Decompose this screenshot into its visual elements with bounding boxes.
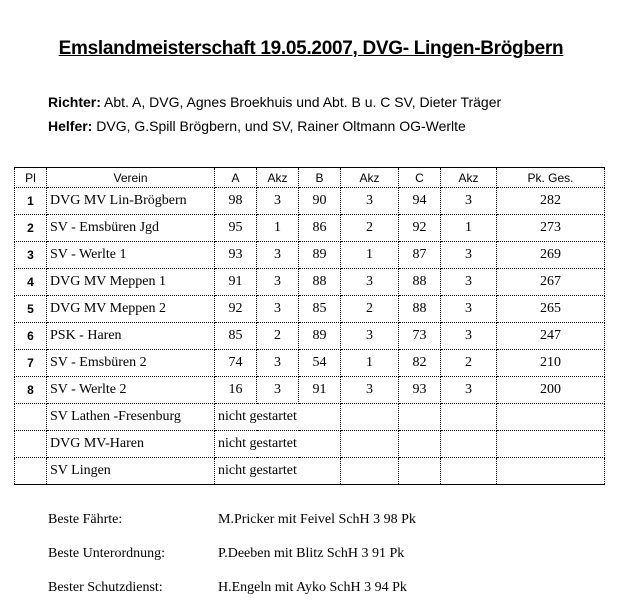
table-row — [15, 323, 605, 350]
cell-c: 82 — [399, 350, 441, 377]
cell-pl: 6 — [15, 323, 47, 350]
cell-akz-a: 3 — [257, 188, 299, 215]
cell-akz-b: 3 — [341, 188, 399, 215]
header-c: C — [399, 168, 441, 188]
cell-pl — [15, 458, 47, 485]
cell-akz-c — [441, 458, 497, 485]
cell-verein: DVG MV Meppen 1 — [47, 269, 215, 296]
cell-a: 91 — [215, 269, 257, 296]
cell-akz-c — [441, 431, 497, 458]
cell-akz-c: 3 — [441, 269, 497, 296]
cell-pl: 5 — [15, 296, 47, 323]
cell-total: 265 — [497, 296, 605, 323]
cell-pl: 3 — [15, 242, 47, 269]
cell-akz-b: 3 — [341, 269, 399, 296]
table-row-not-started — [15, 404, 605, 431]
cell-c: 88 — [399, 296, 441, 323]
cell-verein: SV - Werlte 1 — [47, 242, 215, 269]
table-row-not-started — [15, 431, 605, 458]
cell-note: nicht gestartet — [215, 458, 341, 485]
cell-b: 89 — [299, 242, 341, 269]
cell-akz-b: 2 — [341, 215, 399, 242]
cell-c: 88 — [399, 269, 441, 296]
cell-a: 85 — [215, 323, 257, 350]
cell-akz-c: 3 — [441, 296, 497, 323]
cell-verein: DVG MV Lin-Brögbern — [47, 188, 215, 215]
richter-label: Richter: — [48, 94, 101, 110]
header-akz-c: Akz — [441, 168, 497, 188]
cell-akz-b: 2 — [341, 296, 399, 323]
header-verein: Verein — [47, 168, 215, 188]
cell-pl: 8 — [15, 377, 47, 404]
table-row — [15, 242, 605, 269]
cell-total — [497, 458, 605, 485]
cell-total: 269 — [497, 242, 605, 269]
cell-total — [497, 404, 605, 431]
cell-verein: SV - Emsbüren Jgd — [47, 215, 215, 242]
best-obedience-label: Beste Unterordnung: — [48, 546, 166, 561]
cell-pl: 2 — [15, 215, 47, 242]
cell-total: 273 — [497, 215, 605, 242]
cell-total: 282 — [497, 188, 605, 215]
best-tracking-label: Beste Fährte: — [48, 512, 123, 527]
table-row-not-started — [15, 458, 605, 485]
cell-a: 92 — [215, 296, 257, 323]
cell-pl: 4 — [15, 269, 47, 296]
cell-a: 93 — [215, 242, 257, 269]
cell-verein: SV - Werlte 2 — [47, 377, 215, 404]
header-b: B — [299, 168, 341, 188]
cell-total — [497, 431, 605, 458]
cell-c — [399, 404, 441, 431]
cell-pl — [15, 431, 47, 458]
cell-akz-a: 3 — [257, 350, 299, 377]
cell-c: 94 — [399, 188, 441, 215]
cell-akz-a: 3 — [257, 269, 299, 296]
header-akz-a: Akz — [257, 168, 299, 188]
cell-c: 87 — [399, 242, 441, 269]
cell-note: nicht gestartet — [215, 404, 341, 431]
cell-akz-b: 3 — [341, 323, 399, 350]
cell-total: 210 — [497, 350, 605, 377]
table-row — [15, 296, 605, 323]
table-row — [15, 215, 605, 242]
cell-a: 98 — [215, 188, 257, 215]
cell-akz-b — [341, 404, 399, 431]
cell-b: 86 — [299, 215, 341, 242]
richter-line — [48, 94, 501, 110]
cell-b: 85 — [299, 296, 341, 323]
table-row — [15, 350, 605, 377]
table-header-row — [15, 168, 605, 188]
results-table — [14, 167, 605, 485]
cell-pl: 7 — [15, 350, 47, 377]
cell-akz-b: 3 — [341, 377, 399, 404]
cell-total: 247 — [497, 323, 605, 350]
cell-c — [399, 431, 441, 458]
cell-c: 92 — [399, 215, 441, 242]
cell-a: 95 — [215, 215, 257, 242]
best-protection-value: H.Engeln mit Ayko SchH 3 94 Pk — [218, 580, 407, 595]
cell-pl — [15, 404, 47, 431]
cell-c — [399, 458, 441, 485]
cell-c: 93 — [399, 377, 441, 404]
cell-akz-b — [341, 458, 399, 485]
cell-b: 91 — [299, 377, 341, 404]
table-row — [15, 188, 605, 215]
helfer-text: DVG, G.Spill Brögbern, und SV, Rainer Oltmann OG-Werlte — [92, 118, 466, 134]
cell-verein: SV Lingen — [47, 458, 215, 485]
cell-akz-a: 3 — [257, 242, 299, 269]
richter-text: Abt. A, DVG, Agnes Broekhuis und Abt. B u. C SV, Dieter Träger — [100, 94, 502, 110]
cell-total: 267 — [497, 269, 605, 296]
cell-akz-c — [441, 404, 497, 431]
table-row — [15, 377, 605, 404]
cell-akz-c: 3 — [441, 377, 497, 404]
helfer-label: Helfer: — [48, 118, 93, 134]
best-protection-label: Bester Schutzdienst: — [48, 580, 163, 595]
cell-note: nicht gestartet — [215, 431, 341, 458]
cell-akz-a: 2 — [257, 323, 299, 350]
page-title: Emslandmeisterschaft 19.05.2007, DVG- Lingen-Brögbern — [58, 38, 564, 59]
cell-akz-c: 3 — [441, 188, 497, 215]
cell-b: 89 — [299, 323, 341, 350]
cell-akz-b — [341, 431, 399, 458]
cell-c: 73 — [399, 323, 441, 350]
best-tracking-value: M.Pricker mit Feivel SchH 3 98 Pk — [218, 512, 416, 527]
header-total: Pk. Ges. — [497, 168, 605, 188]
cell-verein: PSK - Haren — [47, 323, 215, 350]
cell-akz-b: 1 — [341, 242, 399, 269]
cell-b: 54 — [299, 350, 341, 377]
cell-verein: DVG MV-Haren — [47, 431, 215, 458]
cell-akz-b: 1 — [341, 350, 399, 377]
cell-verein: SV - Emsbüren 2 — [47, 350, 215, 377]
cell-akz-a: 1 — [257, 215, 299, 242]
cell-b: 88 — [299, 269, 341, 296]
cell-verein: DVG MV Meppen 2 — [47, 296, 215, 323]
cell-verein: SV Lathen -Fresenburg — [47, 404, 215, 431]
cell-akz-c: 3 — [441, 242, 497, 269]
cell-a: 74 — [215, 350, 257, 377]
cell-total: 200 — [497, 377, 605, 404]
best-obedience-value: P.Deeben mit Blitz SchH 3 91 Pk — [218, 546, 405, 561]
header-akz-b: Akz — [341, 168, 399, 188]
header-pl: Pl — [15, 168, 47, 188]
cell-b: 90 — [299, 188, 341, 215]
cell-a: 16 — [215, 377, 257, 404]
cell-akz-a: 3 — [257, 377, 299, 404]
table-row — [15, 269, 605, 296]
cell-akz-c: 2 — [441, 350, 497, 377]
cell-akz-c: 1 — [441, 215, 497, 242]
cell-akz-a: 3 — [257, 296, 299, 323]
helfer-line — [48, 118, 466, 134]
cell-akz-c: 3 — [441, 323, 497, 350]
header-a: A — [215, 168, 257, 188]
cell-pl: 1 — [15, 188, 47, 215]
